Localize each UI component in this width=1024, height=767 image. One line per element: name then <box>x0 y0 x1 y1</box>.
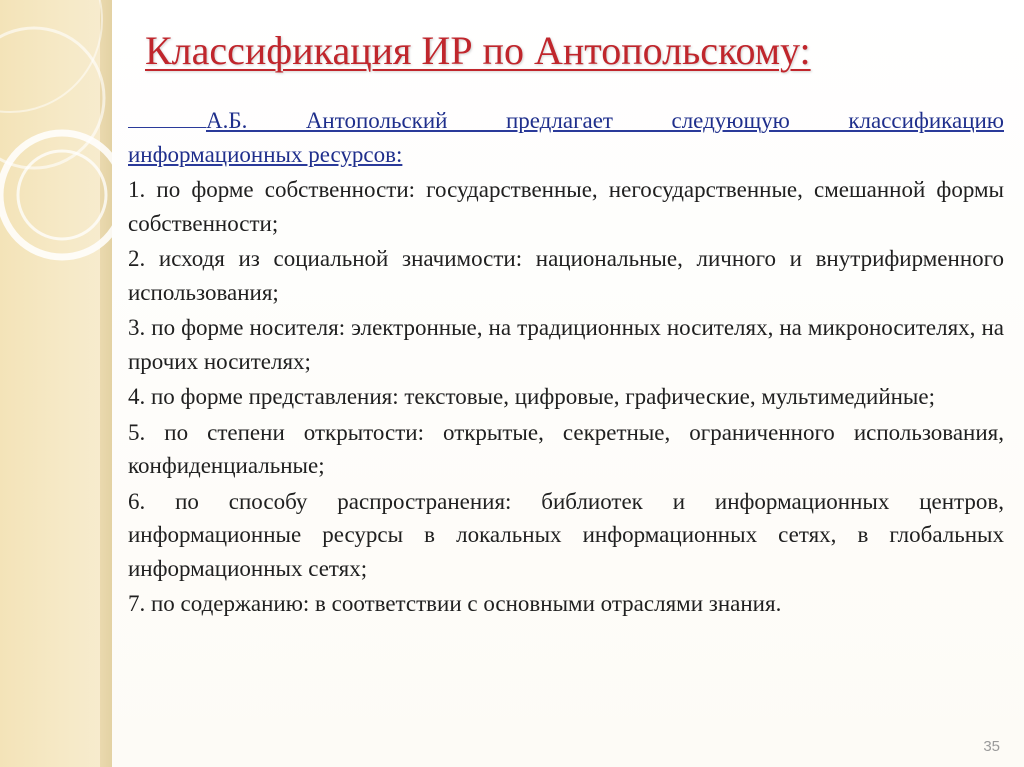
list-item: 2. исходя из социальной значимости: национальные, личного и внутрифирменного использования; <box>128 246 1004 305</box>
intro-indent <box>128 107 206 128</box>
list-item: 6. по способу распространения: библиотек и информационных центров, информационные ресурсы в локальных информационных сетях, в глобальных информационных сетях; <box>128 488 1004 581</box>
intro-link-text[interactable]: А.Б. Антопольский предлагает следующую классификацию <box>206 108 1004 133</box>
page-number: 35 <box>983 738 1000 755</box>
list-item: 3. по форме носителя: электронные, на традиционных носителях, на микроносителях, на прочих носителях; <box>128 315 1004 374</box>
intro-line[interactable] <box>128 104 1004 138</box>
list-item: 4. по форме представления: текстовые, цифровые, графические, мультимедийные; <box>128 384 935 409</box>
intro-link-text-continued[interactable]: информационных ресурсов: <box>128 141 403 167</box>
list-item: 1. по форме собственности: государственные, негосударственные, смешанной формы собственности; <box>128 177 1004 236</box>
list-item: 5. по степени открытости: открытые, секретные, ограниченного использования, конфиденциальные; <box>128 419 1004 478</box>
intro-line-continued[interactable] <box>128 138 1004 172</box>
slide-title: Классификация ИР по Антопольскому: <box>145 28 811 73</box>
slide-body <box>128 104 1004 623</box>
list-item: 7. по содержанию: в соответствии с основными отраслями знания. <box>128 591 782 616</box>
